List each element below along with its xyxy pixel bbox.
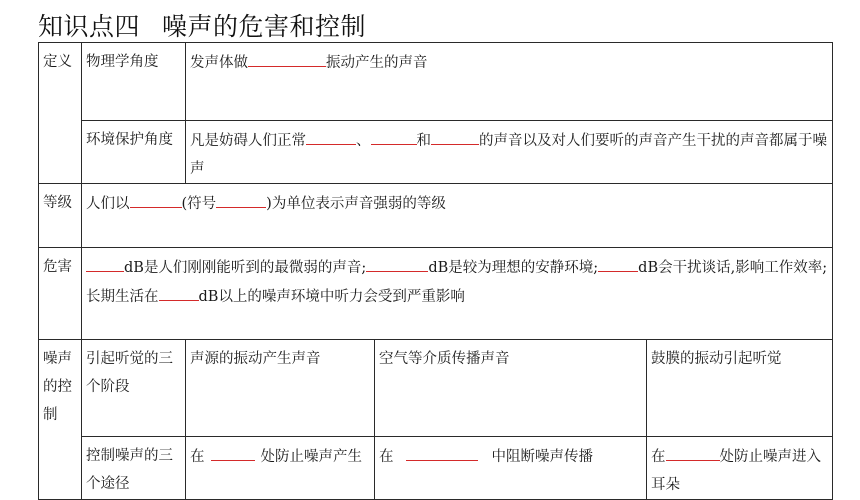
way-3-text-a: 在 [651,449,666,465]
blank-harm-4 [159,282,199,301]
blank-harm-1 [86,253,124,272]
blank-level-unit [130,189,182,208]
definition-category: 定义 [43,54,72,70]
harm-category-cell [39,248,82,340]
knowledge-table [38,42,833,500]
blank-env-1 [306,126,356,145]
physics-text-after: 振动产生的声音 [326,55,428,71]
blank-level-symbol [216,189,266,208]
definition-category-cell [39,43,82,184]
env-sep-1: 、 [356,133,371,149]
stage-1-cell [186,340,375,437]
harm-text-3: dB会干扰谈话,影响工作效率;长期生活在 [86,260,828,305]
harm-text-2: dB是较为理想的安静环境; [428,260,599,276]
harm-row [39,248,833,340]
stage-2: 空气等介质传播声音 [379,351,510,367]
way-3-cell [647,437,833,500]
stages-label-cell [82,340,186,437]
way-2-cell [375,437,647,500]
blank-way-2 [406,442,478,461]
level-text-2: (符号 [181,196,217,212]
stage-2-cell [375,340,647,437]
harm-category: 危害 [43,259,72,275]
way-2-text-b: 中阻断噪声传播 [491,449,593,465]
level-category: 等级 [43,195,72,211]
stage-3-cell [647,340,833,437]
control-category: 噪声的控制 [43,351,72,423]
blank-env-2 [371,126,417,145]
env-label-cell [82,121,186,184]
blank-physics [248,48,326,67]
definition-physics-row [39,43,833,121]
level-text-1: 人们以 [86,196,130,212]
harm-text-cell [82,248,833,340]
control-ways-row [39,437,833,500]
page-title [38,10,366,44]
blank-way-1 [211,442,255,461]
physics-text-cell [186,43,833,121]
env-label: 环境保护角度 [86,132,173,148]
env-sep-2: 和 [416,133,431,149]
level-row [39,184,833,248]
ways-label-cell [82,437,186,500]
level-text-3: )为单位表示声音强弱的等级 [266,196,446,212]
level-category-cell [39,184,82,248]
blank-harm-2 [366,253,428,272]
env-text-1: 凡是妨碍人们正常 [190,133,306,149]
title-part-2: 噪声的危害和控制 [162,12,367,41]
stage-1: 声源的振动产生声音 [190,351,321,367]
physics-label: 物理学角度 [86,54,159,70]
stages-label: 引起听觉的三个阶段 [86,351,173,395]
stage-3: 鼓膜的振动引起听觉 [651,351,782,367]
control-stages-row [39,340,833,437]
physics-label-cell [82,43,186,121]
env-text-cell [186,121,833,184]
way-2-text-a: 在 [379,449,394,465]
way-1-text-b: 处防止噪声产生 [260,449,362,465]
definition-env-row [39,121,833,184]
way-1-cell [186,437,375,500]
title-part-1: 知识点四 [38,12,141,41]
blank-way-3 [666,442,720,461]
control-category-cell [39,340,82,500]
blank-env-3 [431,126,479,145]
env-text-2: 的声音以及对人们要听的声音产生干扰的声音都属于噪声 [190,133,827,177]
ways-label: 控制噪声的三个途径 [86,448,173,492]
level-text-cell [82,184,833,248]
harm-text-1: dB是人们刚刚能听到的最微弱的声音; [124,260,367,276]
physics-text-before: 发声体做 [190,55,248,71]
blank-harm-3 [598,253,638,272]
way-1-text-a: 在 [190,449,205,465]
way-3-text-b: 处防止噪声进入耳朵 [651,449,821,493]
harm-text-4: dB以上的噪声环境中听力会受到严重影响 [198,289,465,305]
